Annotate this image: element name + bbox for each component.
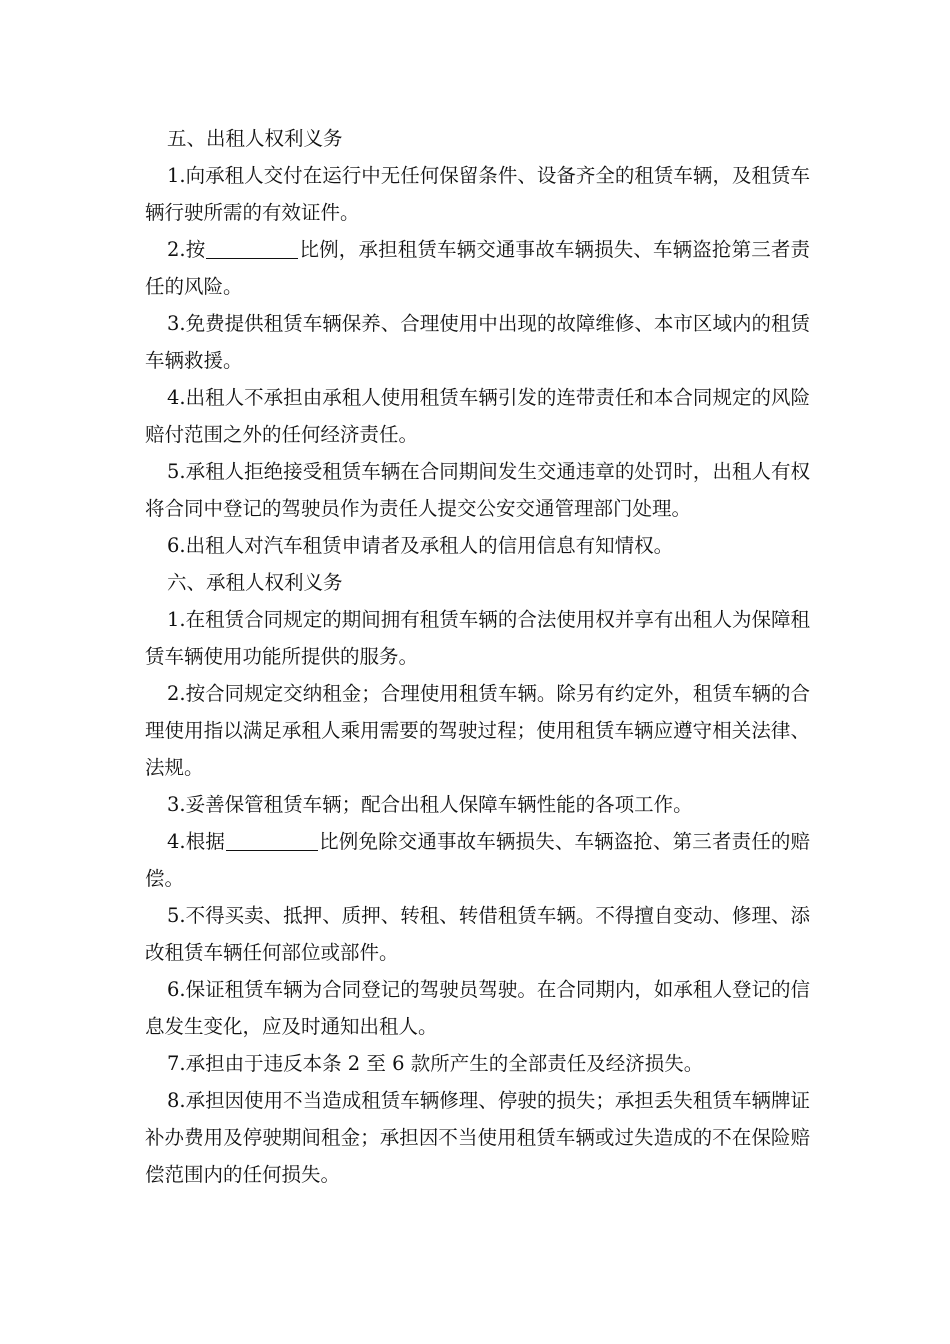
lessee-clause-6: 6.保证租赁车辆为合同登记的驾驶员驾驶。在合同期内，如承租人登记的信息发生变化，应及时通知出租人。 — [145, 978, 810, 1038]
lessor-clause-3: 3.免费提供租赁车辆保养、合理使用中出现的故障维修、本市区域内的租赁车辆救援。 — [145, 312, 810, 372]
lessee-clause-4 — [145, 823, 810, 897]
lessee-clause-2: 2.按合同规定交纳租金；合理使用租赁车辆。除另有约定外，租赁车辆的合理使用指以满足承租人乘用需要的驾驶过程；使用租赁车辆应遵守相关法律、法规。 — [145, 682, 810, 779]
lessee-clause-3: 3.妥善保管租赁车辆；配合出租人保障车辆性能的各项工作。 — [167, 793, 693, 816]
lessee-clause-5: 5.不得买卖、抵押、质押、转租、转借租赁车辆。不得擅自变动、修理、添改租赁车辆任何部位或部件。 — [145, 904, 810, 964]
lessor-clause-4: 4.出租人不承担由承租人使用租赁车辆引发的连带责任和本合同规定的风险赔付范围之外的任何经济责任。 — [145, 386, 810, 446]
clause-text-after-blank: 比例免除交通事故车辆损失、车辆盗抢、第三者责任的赔偿。 — [145, 830, 810, 890]
lessee-clause-8: 8.承担因使用不当造成租赁车辆修理、停驶的损失；承担丢失租赁车辆牌证补办费用及停驶期间租金；承担因不当使用租赁车辆或过失造成的不在保险赔偿范围内的任何损失。 — [145, 1089, 810, 1186]
section-heading-lessor: 五、出租人权利义务 — [167, 127, 343, 150]
clause-text-before-blank: 4.根据 — [167, 830, 226, 853]
lessor-clause-1: 1.向承租人交付在运行中无任何保留条件、设备齐全的租赁车辆，及租赁车辆行驶所需的有效证件。 — [145, 164, 810, 224]
document-body — [145, 120, 810, 1193]
section-heading-lessee: 六、承租人权利义务 — [167, 571, 343, 594]
lessor-clause-6: 6.出租人对汽车租赁申请者及承租人的信用信息有知情权。 — [167, 534, 674, 557]
lessee-clause-1: 1.在租赁合同规定的期间拥有租赁车辆的合法使用权并享有出租人为保障租赁车辆使用功能所提供的服务。 — [145, 608, 810, 668]
fill-in-blank-ratio — [206, 239, 298, 260]
clause-text-after-blank: 比例，承担租赁车辆交通事故车辆损失、车辆盗抢第三者责任的风险。 — [145, 238, 810, 298]
lessor-clause-2 — [145, 231, 810, 305]
fill-in-blank-ratio — [226, 831, 318, 852]
lessee-clause-7: 7.承担由于违反本条 2 至 6 款所产生的全部责任及经济损失。 — [167, 1052, 704, 1075]
clause-text-before-blank: 2.按 — [167, 238, 206, 261]
lessor-clause-5: 5.承租人拒绝接受租赁车辆在合同期间发生交通违章的处罚时，出租人有权将合同中登记的驾驶员作为责任人提交公安交通管理部门处理。 — [145, 460, 810, 520]
